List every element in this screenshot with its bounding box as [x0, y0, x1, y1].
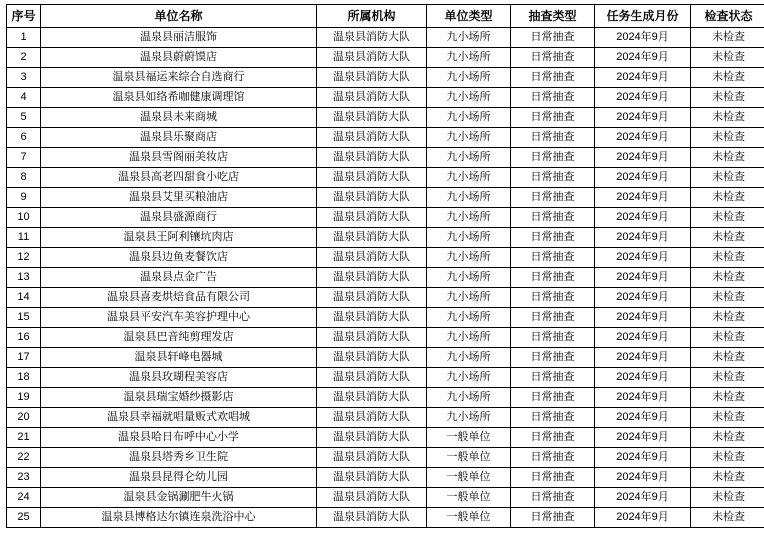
cell-check_type: 日常抽查 — [511, 468, 595, 488]
cell-unit_type: 九小场所 — [427, 168, 511, 188]
cell-task_month: 2024年9月 — [595, 388, 691, 408]
cell-status: 未检查 — [691, 508, 764, 528]
cell-check_type: 日常抽查 — [511, 388, 595, 408]
cell-task_month: 2024年9月 — [595, 148, 691, 168]
cell-status: 未检查 — [691, 408, 764, 428]
cell-index: 13 — [7, 268, 41, 288]
column-header-task-month: 任务生成月份 — [595, 5, 691, 28]
cell-unit_type: 九小场所 — [427, 28, 511, 48]
cell-status: 未检查 — [691, 488, 764, 508]
cell-unit_type: 九小场所 — [427, 208, 511, 228]
cell-status: 未检查 — [691, 288, 764, 308]
column-header-unit-name: 单位名称 — [41, 5, 317, 28]
cell-task_month: 2024年9月 — [595, 28, 691, 48]
cell-unit_type: 一般单位 — [427, 468, 511, 488]
cell-status: 未检查 — [691, 308, 764, 328]
cell-task_month: 2024年9月 — [595, 128, 691, 148]
cell-status: 未检查 — [691, 128, 764, 148]
cell-unit_name: 温泉县王阿利镶坑肉店 — [41, 228, 317, 248]
cell-unit_type: 一般单位 — [427, 488, 511, 508]
cell-status: 未检查 — [691, 368, 764, 388]
cell-index: 6 — [7, 128, 41, 148]
cell-org: 温泉县消防大队 — [317, 268, 427, 288]
cell-unit_name: 温泉县丽洁服饰 — [41, 28, 317, 48]
cell-unit_type: 九小场所 — [427, 48, 511, 68]
table-row — [7, 108, 764, 128]
cell-task_month: 2024年9月 — [595, 248, 691, 268]
cell-check_type: 日常抽查 — [511, 228, 595, 248]
table-row — [7, 48, 764, 68]
cell-task_month: 2024年9月 — [595, 448, 691, 468]
cell-task_month: 2024年9月 — [595, 208, 691, 228]
cell-org: 温泉县消防大队 — [317, 288, 427, 308]
cell-index: 23 — [7, 468, 41, 488]
cell-task_month: 2024年9月 — [595, 408, 691, 428]
cell-status: 未检查 — [691, 48, 764, 68]
table-row — [7, 268, 764, 288]
cell-check_type: 日常抽查 — [511, 488, 595, 508]
cell-status: 未检查 — [691, 168, 764, 188]
cell-status: 未检查 — [691, 328, 764, 348]
cell-unit_type: 一般单位 — [427, 448, 511, 468]
cell-unit_type: 九小场所 — [427, 328, 511, 348]
cell-check_type: 日常抽查 — [511, 88, 595, 108]
cell-index: 18 — [7, 368, 41, 388]
cell-status: 未检查 — [691, 208, 764, 228]
cell-check_type: 日常抽查 — [511, 508, 595, 528]
cell-unit_name: 温泉县未来商城 — [41, 108, 317, 128]
cell-index: 19 — [7, 388, 41, 408]
cell-org: 温泉县消防大队 — [317, 328, 427, 348]
table-row — [7, 328, 764, 348]
table-row — [7, 288, 764, 308]
cell-org: 温泉县消防大队 — [317, 68, 427, 88]
cell-unit_type: 九小场所 — [427, 88, 511, 108]
column-header-index: 序号 — [7, 5, 41, 28]
cell-task_month: 2024年9月 — [595, 108, 691, 128]
cell-unit_name: 温泉县边鱼麦餐饮店 — [41, 248, 317, 268]
cell-check_type: 日常抽查 — [511, 348, 595, 368]
cell-org: 温泉县消防大队 — [317, 228, 427, 248]
cell-task_month: 2024年9月 — [595, 428, 691, 448]
cell-unit_name: 温泉县昆得仑幼儿园 — [41, 468, 317, 488]
cell-unit_type: 九小场所 — [427, 368, 511, 388]
cell-task_month: 2024年9月 — [595, 328, 691, 348]
cell-unit_type: 九小场所 — [427, 228, 511, 248]
table-row — [7, 508, 764, 528]
table-row — [7, 368, 764, 388]
cell-check_type: 日常抽查 — [511, 68, 595, 88]
cell-index: 12 — [7, 248, 41, 268]
cell-task_month: 2024年9月 — [595, 68, 691, 88]
table-row — [7, 88, 764, 108]
table-body — [7, 28, 764, 528]
cell-unit_name: 温泉县塔秀乡卫生院 — [41, 448, 317, 468]
cell-index: 5 — [7, 108, 41, 128]
cell-task_month: 2024年9月 — [595, 188, 691, 208]
cell-org: 温泉县消防大队 — [317, 168, 427, 188]
cell-check_type: 日常抽查 — [511, 428, 595, 448]
cell-org: 温泉县消防大队 — [317, 508, 427, 528]
cell-unit_name: 温泉县瑞宝婚纱摄影店 — [41, 388, 317, 408]
cell-check_type: 日常抽查 — [511, 208, 595, 228]
cell-index: 22 — [7, 448, 41, 468]
cell-check_type: 日常抽查 — [511, 268, 595, 288]
cell-unit_name: 温泉县平安汽车美容护理中心 — [41, 308, 317, 328]
cell-unit_type: 一般单位 — [427, 508, 511, 528]
cell-check_type: 日常抽查 — [511, 188, 595, 208]
cell-status: 未检查 — [691, 348, 764, 368]
cell-unit_type: 九小场所 — [427, 248, 511, 268]
cell-unit_type: 九小场所 — [427, 128, 511, 148]
cell-index: 11 — [7, 228, 41, 248]
table-row — [7, 488, 764, 508]
cell-index: 8 — [7, 168, 41, 188]
cell-check_type: 日常抽查 — [511, 48, 595, 68]
cell-unit_name: 温泉县乐聚商店 — [41, 128, 317, 148]
table-row — [7, 428, 764, 448]
cell-task_month: 2024年9月 — [595, 48, 691, 68]
cell-task_month: 2024年9月 — [595, 88, 691, 108]
cell-org: 温泉县消防大队 — [317, 488, 427, 508]
cell-unit_type: 九小场所 — [427, 288, 511, 308]
cell-check_type: 日常抽查 — [511, 148, 595, 168]
cell-org: 温泉县消防大队 — [317, 388, 427, 408]
cell-task_month: 2024年9月 — [595, 288, 691, 308]
cell-status: 未检查 — [691, 28, 764, 48]
cell-org: 温泉县消防大队 — [317, 248, 427, 268]
table-row — [7, 248, 764, 268]
cell-check_type: 日常抽查 — [511, 288, 595, 308]
table-row — [7, 408, 764, 428]
cell-check_type: 日常抽查 — [511, 448, 595, 468]
cell-unit_name: 温泉县玫瑚程美容店 — [41, 368, 317, 388]
table-row — [7, 188, 764, 208]
cell-unit_type: 九小场所 — [427, 388, 511, 408]
cell-check_type: 日常抽查 — [511, 408, 595, 428]
cell-status: 未检查 — [691, 268, 764, 288]
cell-org: 温泉县消防大队 — [317, 308, 427, 328]
table-row — [7, 28, 764, 48]
cell-org: 温泉县消防大队 — [317, 428, 427, 448]
cell-org: 温泉县消防大队 — [317, 128, 427, 148]
cell-index: 21 — [7, 428, 41, 448]
cell-unit_name: 温泉县巴音纯剪理发店 — [41, 328, 317, 348]
cell-index: 25 — [7, 508, 41, 528]
cell-index: 2 — [7, 48, 41, 68]
table-row — [7, 148, 764, 168]
cell-index: 1 — [7, 28, 41, 48]
cell-unit_name: 温泉县高老四甜食小吃店 — [41, 168, 317, 188]
cell-check_type: 日常抽查 — [511, 28, 595, 48]
cell-org: 温泉县消防大队 — [317, 448, 427, 468]
cell-unit_name: 温泉县哈日布呼中心小学 — [41, 428, 317, 448]
cell-org: 温泉县消防大队 — [317, 148, 427, 168]
cell-task_month: 2024年9月 — [595, 228, 691, 248]
cell-index: 15 — [7, 308, 41, 328]
cell-status: 未检查 — [691, 428, 764, 448]
cell-org: 温泉县消防大队 — [317, 208, 427, 228]
cell-index: 7 — [7, 148, 41, 168]
cell-status: 未检查 — [691, 88, 764, 108]
cell-check_type: 日常抽查 — [511, 128, 595, 148]
cell-status: 未检查 — [691, 148, 764, 168]
cell-unit_name: 温泉县轩峰电器城 — [41, 348, 317, 368]
cell-unit_name: 温泉县如络希咖健康调理馆 — [41, 88, 317, 108]
cell-check_type: 日常抽查 — [511, 308, 595, 328]
table-row — [7, 208, 764, 228]
table-header — [7, 5, 764, 28]
cell-task_month: 2024年9月 — [595, 308, 691, 328]
cell-index: 17 — [7, 348, 41, 368]
cell-unit_name: 温泉县艾里买粮油店 — [41, 188, 317, 208]
table-row — [7, 348, 764, 368]
cell-unit_name: 温泉县喜麦烘焙食品有限公司 — [41, 288, 317, 308]
table-header-row — [7, 5, 764, 28]
table-row — [7, 308, 764, 328]
cell-check_type: 日常抽查 — [511, 248, 595, 268]
cell-index: 24 — [7, 488, 41, 508]
cell-org: 温泉县消防大队 — [317, 348, 427, 368]
cell-status: 未检查 — [691, 448, 764, 468]
table-row — [7, 168, 764, 188]
cell-task_month: 2024年9月 — [595, 488, 691, 508]
cell-index: 10 — [7, 208, 41, 228]
cell-unit_type: 九小场所 — [427, 308, 511, 328]
cell-unit_name: 温泉县盛源商行 — [41, 208, 317, 228]
cell-unit_type: 九小场所 — [427, 148, 511, 168]
inspection-task-table — [6, 4, 764, 528]
cell-status: 未检查 — [691, 108, 764, 128]
cell-index: 9 — [7, 188, 41, 208]
cell-index: 16 — [7, 328, 41, 348]
cell-unit_name: 温泉县雪阁丽美妆店 — [41, 148, 317, 168]
cell-check_type: 日常抽查 — [511, 328, 595, 348]
cell-org: 温泉县消防大队 — [317, 28, 427, 48]
column-header-check-type: 抽查类型 — [511, 5, 595, 28]
cell-status: 未检查 — [691, 248, 764, 268]
cell-unit_name: 温泉县金锅涮肥牛火锅 — [41, 488, 317, 508]
cell-status: 未检查 — [691, 388, 764, 408]
cell-unit_type: 九小场所 — [427, 408, 511, 428]
cell-unit_name: 温泉县博格达尔镇连泉洗浴中心 — [41, 508, 317, 528]
column-header-unit-type: 单位类型 — [427, 5, 511, 28]
cell-org: 温泉县消防大队 — [317, 108, 427, 128]
cell-index: 14 — [7, 288, 41, 308]
table-row — [7, 388, 764, 408]
cell-status: 未检查 — [691, 188, 764, 208]
cell-unit_name: 温泉县点金广告 — [41, 268, 317, 288]
column-header-status: 检查状态 — [691, 5, 764, 28]
cell-task_month: 2024年9月 — [595, 348, 691, 368]
cell-unit_name: 温泉县蔚蔚馍店 — [41, 48, 317, 68]
cell-status: 未检查 — [691, 468, 764, 488]
cell-unit_type: 九小场所 — [427, 108, 511, 128]
cell-check_type: 日常抽查 — [511, 368, 595, 388]
cell-status: 未检查 — [691, 68, 764, 88]
cell-task_month: 2024年9月 — [595, 468, 691, 488]
cell-task_month: 2024年9月 — [595, 168, 691, 188]
cell-task_month: 2024年9月 — [595, 368, 691, 388]
table-row — [7, 448, 764, 468]
table-row — [7, 128, 764, 148]
cell-index: 4 — [7, 88, 41, 108]
column-header-org: 所属机构 — [317, 5, 427, 28]
cell-unit_type: 一般单位 — [427, 428, 511, 448]
table-row — [7, 68, 764, 88]
cell-unit_type: 九小场所 — [427, 188, 511, 208]
cell-org: 温泉县消防大队 — [317, 368, 427, 388]
cell-org: 温泉县消防大队 — [317, 408, 427, 428]
table-row — [7, 468, 764, 488]
cell-check_type: 日常抽查 — [511, 108, 595, 128]
cell-org: 温泉县消防大队 — [317, 468, 427, 488]
cell-unit_type: 九小场所 — [427, 348, 511, 368]
cell-org: 温泉县消防大队 — [317, 188, 427, 208]
cell-org: 温泉县消防大队 — [317, 88, 427, 108]
cell-unit_type: 九小场所 — [427, 68, 511, 88]
cell-check_type: 日常抽查 — [511, 168, 595, 188]
cell-task_month: 2024年9月 — [595, 268, 691, 288]
cell-task_month: 2024年9月 — [595, 508, 691, 528]
cell-unit_name: 温泉县福运来综合自选商行 — [41, 68, 317, 88]
cell-index: 3 — [7, 68, 41, 88]
cell-unit_name: 温泉县幸福就唱量贩式欢唱城 — [41, 408, 317, 428]
cell-status: 未检查 — [691, 228, 764, 248]
table-row — [7, 228, 764, 248]
cell-index: 20 — [7, 408, 41, 428]
cell-unit_type: 九小场所 — [427, 268, 511, 288]
cell-org: 温泉县消防大队 — [317, 48, 427, 68]
